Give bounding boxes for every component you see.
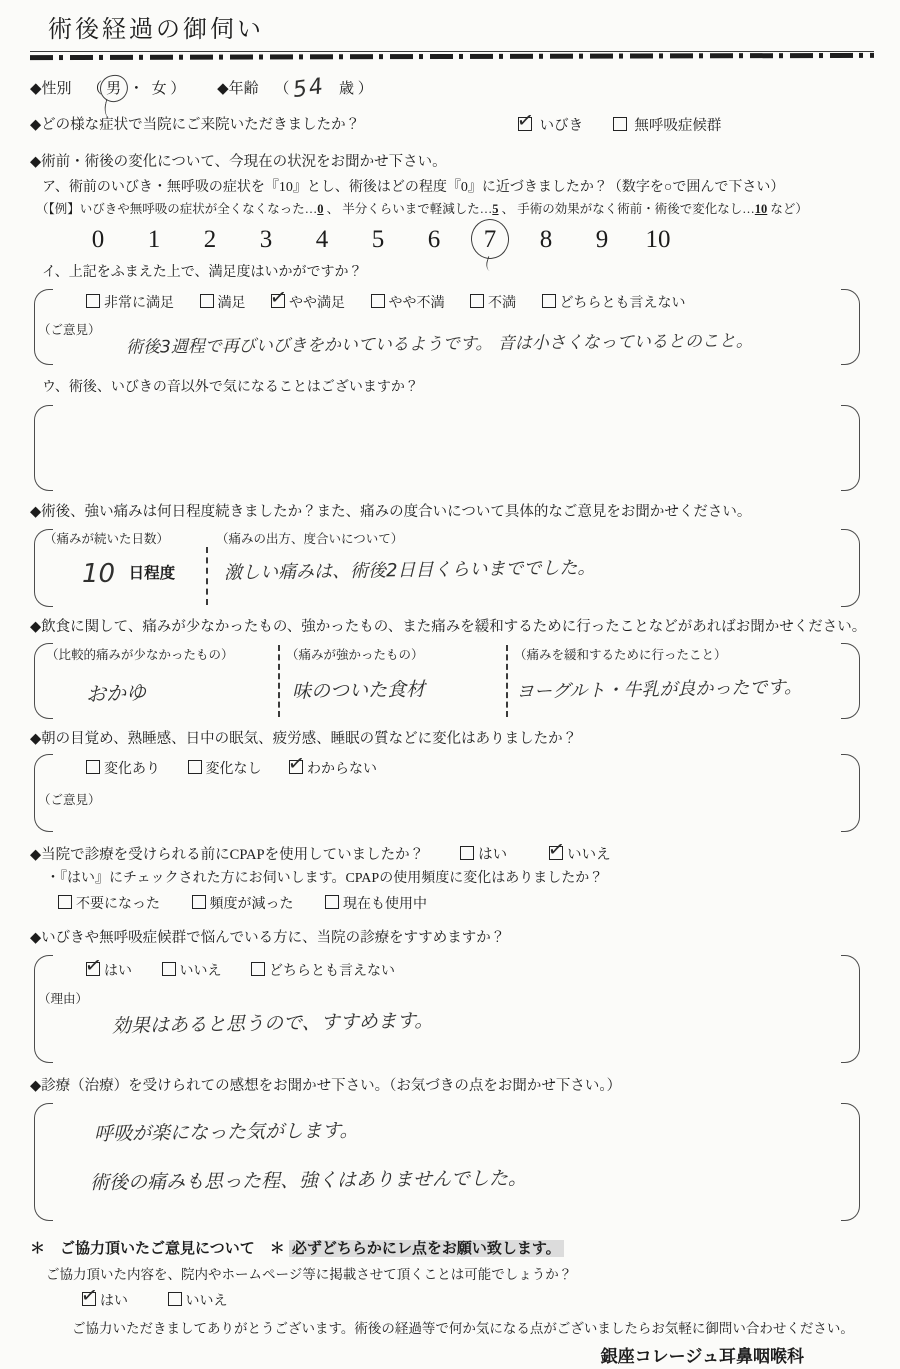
example-seg: （【例】いびきや無呼吸の症状が全くなくなった… [36, 201, 318, 216]
cpap-q2-options [30, 894, 874, 915]
option-publish-no[interactable] [168, 1291, 228, 1312]
very-satisfied-checkbox[interactable] [86, 294, 100, 308]
sleep-options [66, 756, 834, 780]
change-unknown-label: わからない [307, 761, 377, 777]
scale-number-3[interactable]: 3 [259, 226, 273, 254]
scale-number-7-circled[interactable]: 7 [462, 223, 518, 257]
somewhat-dissatisfied-checkbox[interactable] [371, 294, 385, 308]
food-grid [46, 645, 834, 717]
food-col-more-pain [278, 645, 506, 717]
option-no-longer-needed[interactable] [58, 894, 160, 915]
dissatisfied-label: 不満 [488, 296, 516, 312]
change-question-a: ア、術前のいびき・無呼吸の症状を『10』とし、術後はどの程度『0』に近づきましたか？（数字を○で囲んで下さい） [42, 179, 785, 195]
pain-grid [44, 531, 834, 605]
option-less-frequent[interactable] [192, 894, 294, 915]
food-less-pain-label: （比較的痛みが少なかったもの） [46, 648, 234, 663]
scale-number-5[interactable]: 5 [371, 226, 385, 254]
option-change-yes[interactable] [86, 759, 160, 780]
recommend-yes-checkbox[interactable] [86, 962, 100, 976]
snoring-checkbox[interactable] [518, 117, 532, 131]
publish-yes-checkbox[interactable] [82, 1292, 96, 1306]
neither-label: どちらとも言えない [559, 296, 686, 312]
neither-checkbox[interactable] [542, 294, 556, 308]
recommend-no-checkbox[interactable] [162, 962, 176, 976]
reason-handwritten-text: 効果はあると思うので、すすめます。 [111, 1009, 434, 1038]
cpap-no-label: いいえ [567, 846, 611, 863]
gender-female[interactable]: 女 [151, 81, 167, 98]
food-relief-label: （痛みを緩和するために行ったこと） [514, 648, 727, 663]
change-question-i: イ、上記をふまえた上で、満足度はいかがですか？ [42, 265, 363, 281]
sleep-opinion-label: （ご意見） [38, 792, 101, 807]
food-heading: ◆飲食に関して、痛みが少なかったもの、強かったもの、また痛みを緩和するために行ったことなどがあればお聞かせください。 [30, 618, 867, 635]
food-relief-handwritten: ヨーグルト・牛乳が良かったです。 [515, 676, 803, 703]
example-seg: 、 半分くらいまで軽減した… [323, 201, 493, 216]
age-paren-close: ） [357, 81, 373, 98]
age-paren-open: （ [274, 81, 290, 98]
somewhat-satisfied-label: やや満足 [289, 296, 345, 312]
dissatisfied-checkbox[interactable] [470, 294, 484, 308]
food-col-relief [506, 645, 834, 717]
cpap-no-checkbox[interactable] [549, 846, 563, 860]
recommend-neither-label: どちらとも言えない [269, 963, 395, 979]
profile-row [30, 72, 874, 102]
satisfaction-options [66, 291, 834, 314]
example-num-5: 5 [492, 201, 499, 216]
satisfaction-answer-box [30, 287, 874, 367]
recommend-no-label: いいえ [179, 963, 222, 979]
gender-male-circled[interactable]: 男 [106, 79, 121, 99]
satisfied-checkbox[interactable] [200, 294, 214, 308]
reason-label: （理由） [38, 992, 89, 1007]
symptom-options [518, 116, 721, 137]
somewhat-dissatisfied-label: やや不満 [388, 296, 445, 312]
page-title: 術後経過の御伺い [30, 12, 874, 52]
scale-number-0[interactable]: 0 [91, 226, 105, 254]
footer-note-prefix: ＊ ご協力頂いたご意見について ＊ [30, 1240, 289, 1258]
publish-yes-label: はい [100, 1293, 128, 1309]
scale-number-2[interactable]: 2 [203, 226, 217, 254]
option-somewhat-satisfied[interactable] [271, 293, 345, 314]
impression-line-2: 術後の痛みも思った程、強くはありませんでした。 [89, 1167, 528, 1194]
footer-note [30, 1239, 874, 1259]
impression-answer-box [30, 1101, 874, 1223]
option-still-using[interactable] [325, 894, 427, 915]
opinion-handwritten-text: 術後3週程で再びいびきをかいているようです。 音は小さくなっているとのこと。 [125, 330, 753, 358]
option-snoring[interactable] [518, 116, 583, 137]
option-cpap-no[interactable] [549, 845, 611, 866]
option-dissatisfied[interactable] [470, 293, 516, 314]
other-concerns-answer-box-empty[interactable] [30, 403, 874, 493]
sleep-heading: ◆朝の目覚め、熟睡感、日中の眠気、疲労感、睡眠の質などに変化はありましたか？ [30, 731, 578, 748]
example-num-10: 10 [754, 201, 768, 216]
scale-number-1[interactable]: 1 [147, 226, 161, 254]
somewhat-satisfied-checkbox[interactable] [271, 294, 285, 308]
option-very-satisfied[interactable] [86, 293, 174, 314]
pain-desc-label: （痛みの出方、度合いについて） [216, 531, 404, 546]
impression-line-1: 呼吸が楽になった気がします。 [93, 1119, 359, 1146]
food-more-pain-label: （痛みが強かったもの） [286, 648, 424, 663]
footer-thanks: ご協力いただきましてありがとうございます。術後の経過等で何か気になる点がございましたらお気軽に御問い合わせください。 [72, 1321, 854, 1337]
change-unknown-checkbox[interactable] [289, 760, 303, 774]
scale-number-8[interactable]: 8 [539, 226, 553, 254]
symptom-row [30, 116, 874, 138]
apnea-label: 無呼吸症候群 [634, 118, 722, 135]
change-heading: ◆術前・術後の変化について、今現在の状況をお聞かせ下さい。 [30, 154, 447, 171]
pain-answer-box [30, 527, 874, 609]
opinion-label: （ご意見） [38, 322, 101, 337]
footer-options [30, 1291, 874, 1312]
recommend-yes-label: はい [104, 963, 132, 979]
scale-number-4[interactable]: 4 [315, 226, 329, 254]
cpap-q1: ◆当院で診療を受けられる前にCPAPを使用していましたか？ [30, 846, 425, 863]
still-using-label: 現在も使用中 [343, 897, 427, 913]
pain-days-unit: 日程度 [128, 565, 176, 583]
example-seg: 、 手術の効果がなく術前・術後で変化なし… [498, 201, 755, 216]
recommend-answer-box [30, 953, 874, 1065]
age-unit: 歳 [338, 81, 354, 98]
no-longer-needed-label: 不要になった [76, 897, 160, 913]
pain-days-value-row [66, 557, 216, 592]
sleep-answer-box [30, 752, 874, 834]
less-frequent-checkbox[interactable] [192, 895, 206, 909]
gender-label: ◆性別 [30, 81, 72, 98]
pain-days-label: （痛みが続いた日数） [44, 531, 170, 546]
cpap-yes-checkbox[interactable] [460, 846, 474, 860]
food-more-pain-handwritten: 味のついた食材 [291, 678, 426, 703]
publish-no-checkbox[interactable] [168, 1292, 182, 1306]
option-publish-yes[interactable] [82, 1291, 128, 1312]
example-num-0: 0 [317, 201, 324, 216]
satisfied-label: 満足 [217, 296, 246, 312]
option-recommend-neither[interactable] [251, 961, 395, 982]
pain-days-cell [44, 531, 216, 606]
option-recommend-no[interactable] [162, 961, 222, 982]
change-example-line [30, 201, 874, 218]
pain-desc-cell [216, 531, 834, 606]
still-using-checkbox[interactable] [325, 895, 339, 909]
very-satisfied-label: 非常に満足 [104, 296, 174, 312]
age-value-handwritten: 54 [291, 74, 327, 104]
option-neither[interactable] [542, 293, 686, 314]
change-no-label: 変化なし [205, 761, 262, 777]
pain-heading: ◆術後、強い痛みは何日程度続きましたか？また、痛みの度合いについて具体的なご意見をお聞かせください。 [30, 503, 752, 520]
option-satisfied[interactable] [200, 293, 246, 314]
scale-number-6[interactable]: 6 [427, 226, 441, 254]
footer-question: ご協力頂いた内容を、院内やホームページ等に掲載させて頂くことは可能でしょうか？ [46, 1267, 573, 1283]
pain-desc-area [206, 547, 834, 605]
cpap-q1-row [30, 845, 874, 866]
cpap-q2: ・『はい』にチェックされた方にお伺いします。CPAPの使用頻度に変化はありましたか？ [46, 871, 604, 887]
option-change-no[interactable] [188, 759, 262, 780]
option-apnea[interactable] [613, 116, 722, 137]
publish-no-label: いいえ [185, 1293, 228, 1309]
option-cpap-yes[interactable] [460, 845, 507, 866]
rating-scale [30, 223, 874, 257]
age-label: ◆年齢 [217, 81, 259, 98]
dash-divider [30, 53, 874, 60]
gender-paren-close: ） [170, 81, 186, 98]
change-yes-checkbox[interactable] [86, 760, 100, 774]
scale-number-9[interactable]: 9 [595, 226, 609, 254]
clinic-name: 銀座コレージュ耳鼻咽喉科 [600, 1346, 804, 1366]
option-change-unknown[interactable] [289, 759, 377, 780]
example-seg: など） [767, 201, 808, 216]
recommend-heading: ◆いびきや無呼吸症候群で悩んでいる方に、当院の診療をすすめますか？ [30, 929, 506, 946]
food-col-less-pain [46, 645, 278, 717]
pain-desc-handwritten: 激しい痛みは、術後2日目くらいまででした。 [223, 557, 596, 584]
recommend-options [66, 957, 834, 982]
pain-days-value-handwritten: 10 [82, 559, 116, 590]
change-yes-label: 変化あり [104, 761, 160, 777]
symptom-question: ◆どの様な症状で当院にご来院いただきましたか？ [30, 117, 361, 134]
impression-heading: ◆診療（治療）を受けられての感想をお聞かせ下さい。（お気づきの点をお聞かせ下さい。） [30, 1077, 622, 1094]
snoring-label: いびき [539, 118, 584, 135]
footer-note-emphasis: 必ずどちらかにレ点をお願い致します。 [289, 1240, 564, 1257]
cpap-yes-label: はい [478, 846, 508, 863]
recommend-neither-checkbox[interactable] [251, 962, 265, 976]
change-no-checkbox[interactable] [188, 760, 202, 774]
gender-separator: ・ [128, 81, 144, 98]
change-question-u: ウ、術後、いびきの音以外で気になることはございますか？ [42, 380, 419, 396]
food-less-pain-handwritten: おかゆ [85, 680, 147, 707]
less-frequent-label: 頻度が減った [209, 897, 294, 913]
option-somewhat-dissatisfied[interactable] [371, 293, 445, 314]
no-longer-needed-checkbox[interactable] [58, 895, 72, 909]
scale-number-10[interactable]: 10 [645, 226, 671, 254]
food-answer-box [30, 641, 874, 721]
gender-paren-open: （ [87, 81, 103, 98]
apnea-checkbox[interactable] [613, 117, 627, 131]
option-recommend-yes[interactable] [86, 961, 132, 982]
